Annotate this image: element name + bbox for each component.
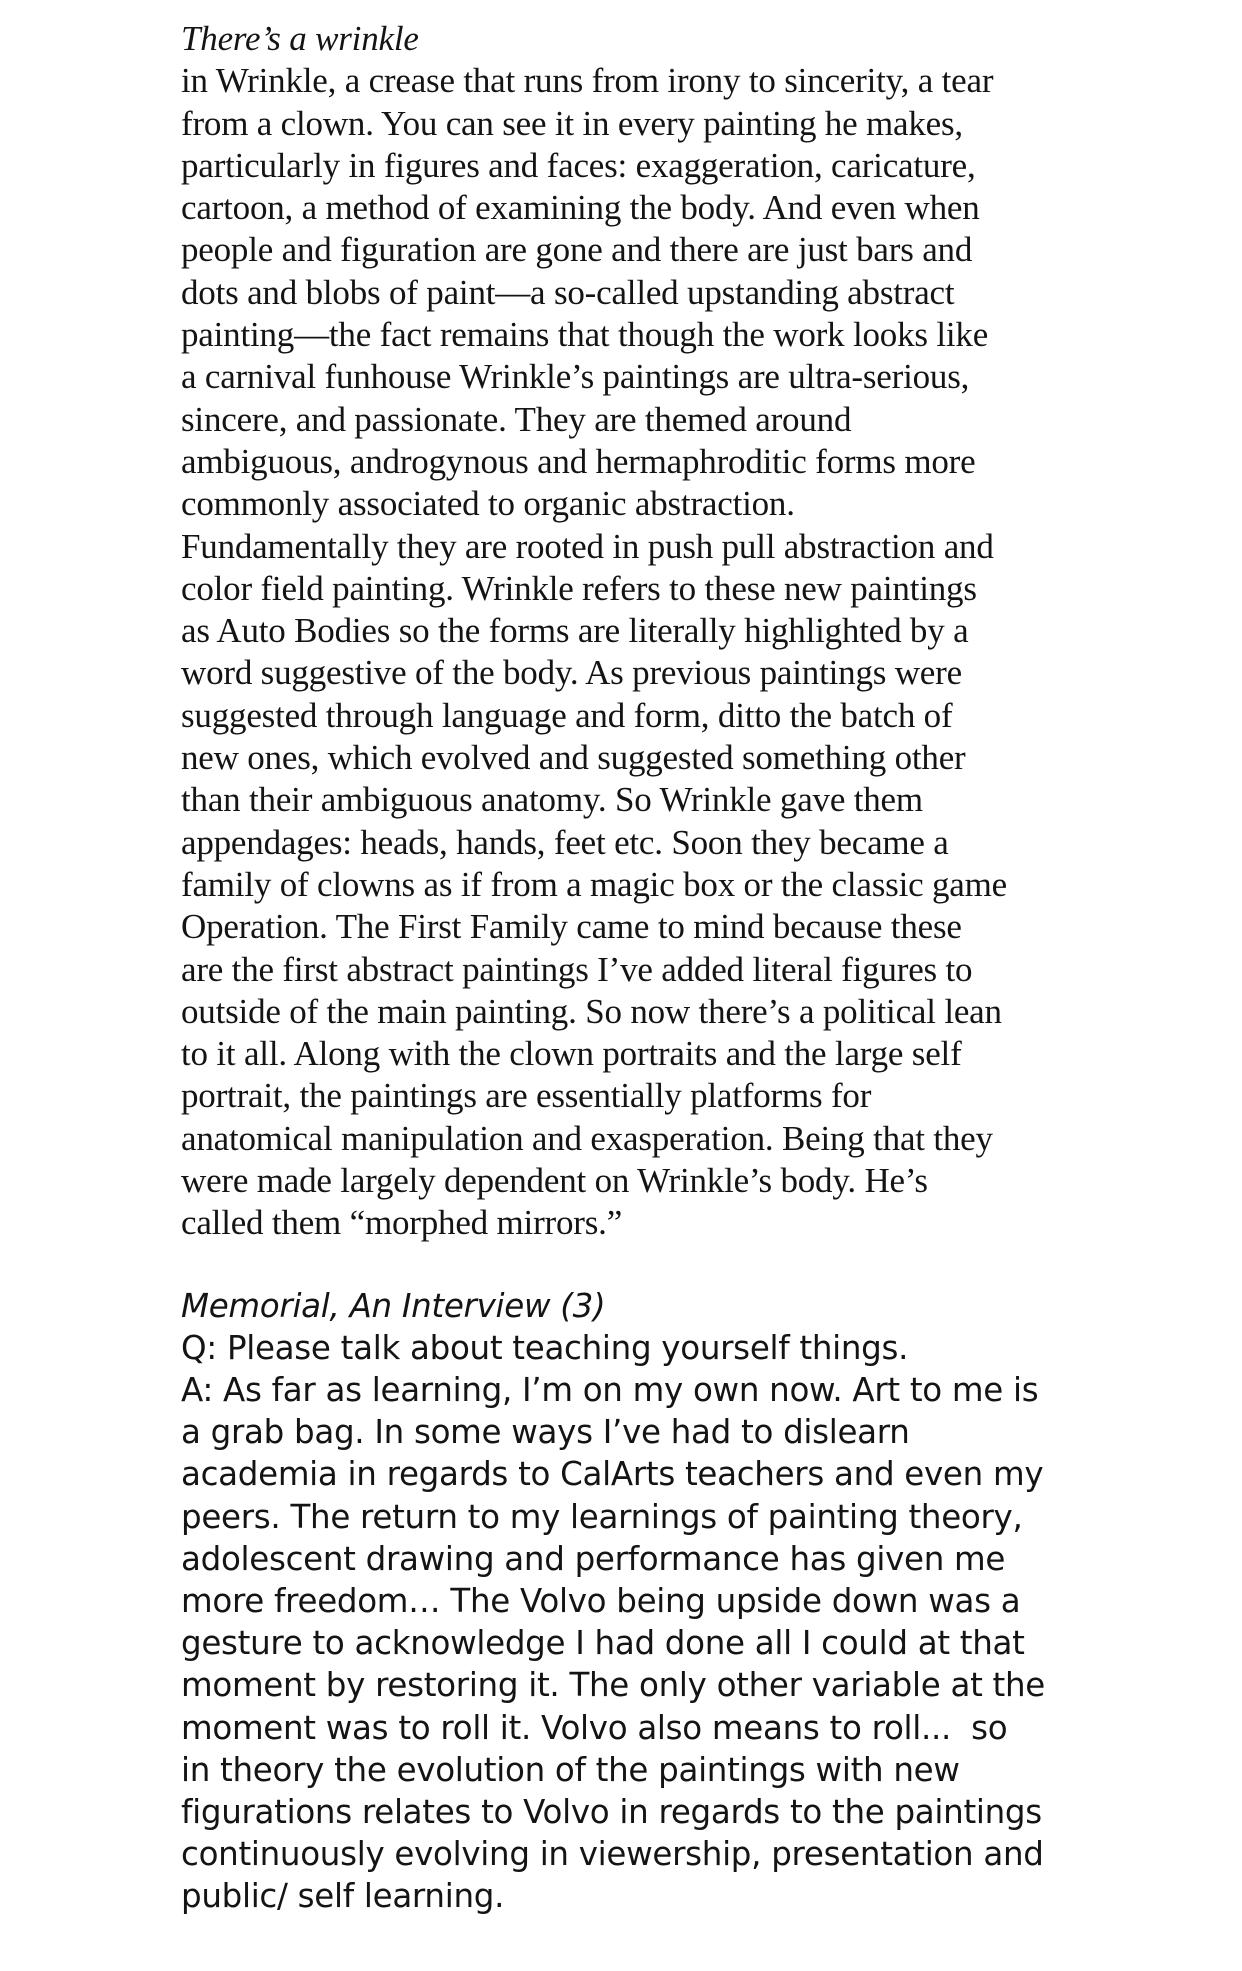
essay-line: anatomical manipulation and exasperation. Being that they <box>181 1118 993 1158</box>
essay-line: to it all. Along with the clown portraits and the large self <box>181 1034 962 1074</box>
essay-section <box>181 18 1081 1245</box>
interview-line: moment was to roll it. Volvo also means to roll... so <box>181 1708 1008 1747</box>
essay-line: as Auto Bodies so the forms are literally highlighted by a <box>181 611 969 651</box>
section-spacer <box>181 1245 1081 1285</box>
essay-line: particularly in figures and faces: exaggeration, caricature, <box>181 145 976 185</box>
essay-line: from a clown. You can see it in every painting he makes, <box>181 103 963 143</box>
essay-heading: There’s a wrinkle <box>181 19 419 58</box>
essay-line: color field painting. Wrinkle refers to these new paintings <box>181 568 977 608</box>
essay-line: are the first abstract paintings I’ve added literal figures to <box>181 949 973 989</box>
essay-line: dots and blobs of paint—a so-called upstanding abstract <box>181 272 955 312</box>
essay-line: appendages: heads, hands, feet etc. Soon they became a <box>181 822 949 862</box>
essay-line: suggested through language and form, ditto the batch of <box>181 695 953 735</box>
interview-line: a grab bag. In some ways I’ve had to dislearn <box>181 1413 910 1452</box>
interview-line: academia in regards to CalArts teachers and even my <box>181 1455 1044 1494</box>
essay-line: people and figuration are gone and there are just bars and <box>181 230 973 270</box>
essay-line: painting—the fact remains that though the work looks like <box>181 315 989 355</box>
interview-heading: Memorial, An Interview (3) <box>181 1286 606 1325</box>
interview-line: moment by restoring it. The only other variable at the <box>181 1666 1045 1705</box>
essay-line: outside of the main painting. So now there’s a political lean <box>181 991 1002 1031</box>
interview-line: figurations relates to Volvo in regards to the paintings <box>181 1793 1042 1832</box>
essay-line: word suggestive of the body. As previous paintings were <box>181 653 962 693</box>
essay-line: called them “morphed mirrors.” <box>181 1203 623 1243</box>
interview-line: A: As far as learning, I’m on my own now. Art to me is <box>181 1371 1039 1410</box>
essay-line: new ones, which evolved and suggested something other <box>181 738 966 778</box>
interview-section <box>181 1285 1081 1918</box>
document-page <box>181 18 1081 1918</box>
interview-line: gesture to acknowledge I had done all I could at that <box>181 1624 1025 1663</box>
essay-line: portrait, the paintings are essentially platforms for <box>181 1076 872 1116</box>
interview-line: public/ self learning. <box>181 1877 505 1916</box>
interview-line: Q: Please talk about teaching yourself things. <box>181 1328 909 1367</box>
interview-line: in theory the evolution of the paintings with new <box>181 1750 960 1789</box>
interview-line: adolescent drawing and performance has given me <box>181 1539 1006 1578</box>
essay-line: in Wrinkle, a crease that runs from irony to sincerity, a tear <box>181 61 994 101</box>
essay-line: a carnival funhouse Wrinkle’s paintings are ultra-serious, <box>181 357 970 397</box>
essay-line: Operation. The First Family came to mind because these <box>181 907 962 947</box>
essay-line: sincere, and passionate. They are themed around <box>181 399 852 439</box>
essay-line: family of clowns as if from a magic box or the classic game <box>181 864 1007 904</box>
interview-line: continuously evolving in viewership, presentation and <box>181 1835 1044 1874</box>
essay-line: were made largely dependent on Wrinkle’s body. He’s <box>181 1161 928 1201</box>
essay-line: ambiguous, androgynous and hermaphroditic forms more <box>181 441 976 481</box>
essay-line: cartoon, a method of examining the body. And even when <box>181 188 980 228</box>
essay-line: than their ambiguous anatomy. So Wrinkle gave them <box>181 780 923 820</box>
interview-line: peers. The return to my learnings of painting theory, <box>181 1497 1023 1536</box>
essay-line: commonly associated to organic abstraction. <box>181 484 795 524</box>
interview-line: more freedom… The Volvo being upside down was a <box>181 1582 1021 1621</box>
essay-line: Fundamentally they are rooted in push pull abstraction and <box>181 526 994 566</box>
